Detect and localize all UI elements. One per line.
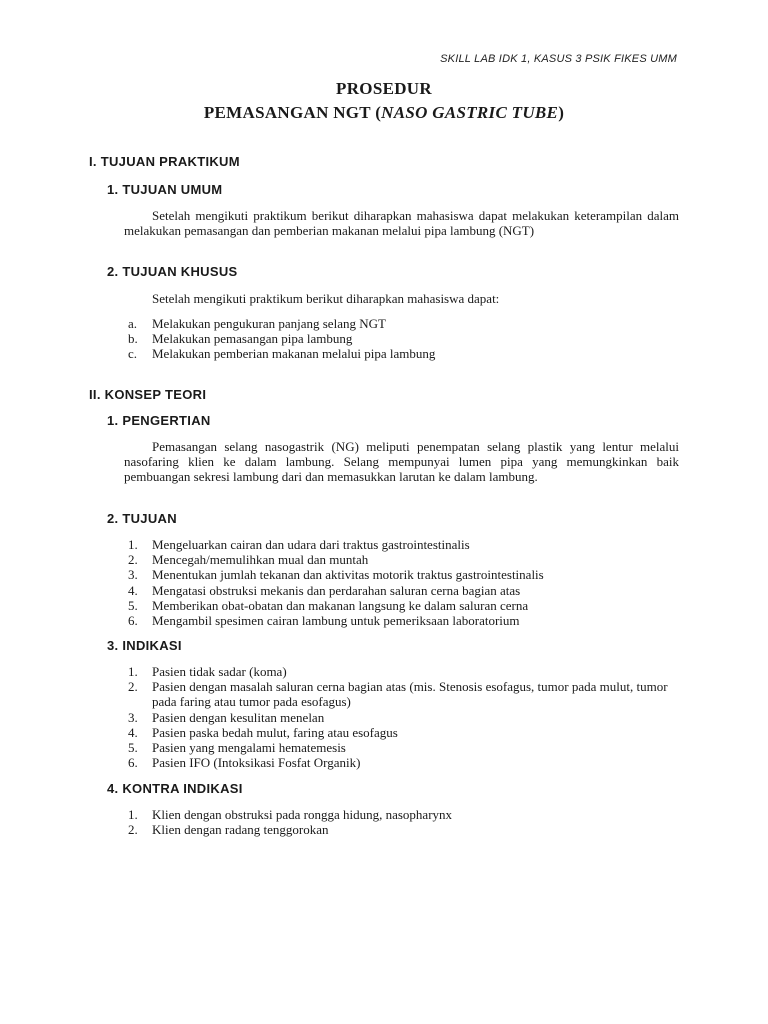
list-item-text: Pasien dengan masalah saluran cerna bagian atas (mis. Stenosis esofagus, tumor pada mulut, tumor pada faring atau tumor pada esofagus) xyxy=(152,679,668,710)
list-item xyxy=(124,807,684,822)
list-item xyxy=(124,710,684,725)
document-title: PROSEDUR xyxy=(336,79,432,98)
list-item xyxy=(124,613,684,628)
list-marker: 1. xyxy=(128,807,138,822)
header-note: SKILL LAB IDK 1, KASUS 3 PSIK FIKES UMM xyxy=(440,53,677,65)
list-item xyxy=(124,598,684,613)
list-marker: 4. xyxy=(128,724,138,740)
list-item-text: Mengambil spesimen cairan lambung untuk pemeriksaan laboratorium xyxy=(152,613,520,629)
list-item-text: Pasien tidak sadar (koma) xyxy=(152,664,287,679)
list-marker: c. xyxy=(128,346,138,362)
document-subtitle xyxy=(0,103,768,123)
list-marker: 5. xyxy=(128,597,138,613)
subheading-tujuan: 2. TUJUAN xyxy=(107,511,177,526)
list-item xyxy=(124,316,684,331)
list-item-text: Klien dengan obstruksi pada rongga hidung, nasopharynx xyxy=(152,807,453,822)
list-marker: 1. xyxy=(128,537,138,552)
list-marker: 6. xyxy=(128,613,138,629)
subheading-tujuan-umum: 1. TUJUAN UMUM xyxy=(107,182,223,197)
list-marker: a. xyxy=(128,316,138,331)
subheading-tujuan-khusus: 2. TUJUAN KHUSUS xyxy=(107,264,238,279)
list-item-text: Menentukan jumlah tekanan dan aktivitas motorik traktus gastrointestinalis xyxy=(152,567,544,583)
list-item-text: Pasien paska bedah mulut, faring atau esofagus xyxy=(152,724,398,740)
section-heading-konsep-teori: II. KONSEP TEORI xyxy=(89,387,207,402)
list-item xyxy=(124,537,684,552)
section-heading-tujuan-praktikum: I. TUJUAN PRAKTIKUM xyxy=(89,154,240,169)
list-item xyxy=(124,552,684,567)
list-item xyxy=(124,725,684,740)
list-item-text: Pasien yang mengalami hematemesis xyxy=(152,740,346,756)
subtitle-prefix: PEMASANGAN NGT ( xyxy=(203,103,382,122)
list-tujuan-khusus xyxy=(124,316,684,362)
list-marker: 4. xyxy=(128,582,138,598)
list-marker: b. xyxy=(128,331,138,347)
list-item xyxy=(124,331,684,346)
list-kontra-indikasi xyxy=(124,807,684,837)
subheading-indikasi: 3. INDIKASI xyxy=(107,638,182,653)
subheading-kontra-indikasi: 4. KONTRA INDIKASI xyxy=(107,781,243,796)
list-item xyxy=(124,583,684,598)
list-item xyxy=(124,755,684,770)
list-marker: 5. xyxy=(128,740,138,756)
list-item xyxy=(124,567,684,582)
list-item xyxy=(124,664,684,679)
list-item-text: Melakukan pengukuran panjang selang NGT xyxy=(152,316,386,331)
list-item-text: Mencegah/memulihkan mual dan muntah xyxy=(152,552,369,568)
list-item-text: Mengatasi obstruksi mekanis dan perdarahan saluran cerna bagian atas xyxy=(152,582,521,598)
list-item xyxy=(124,346,684,361)
list-item-text: Klien dengan radang tenggorokan xyxy=(152,822,329,838)
list-marker: 2. xyxy=(128,552,138,568)
paragraph-pengertian: Pemasangan selang nasogastrik (NG) meliputi penempatan selang plastik yang lentur melalui nasofaring klien ke dalam lambung. Selang mempunyai lumen pipa yang memungkinkan baik pembuangan sekresi lambung dari dan memasukkan larutan ke dalam lambung. xyxy=(124,439,679,484)
list-marker: 6. xyxy=(128,755,138,771)
list-item-text: Mengeluarkan cairan dan udara dari traktus gastrointestinalis xyxy=(152,537,470,552)
list-marker: 1. xyxy=(128,664,138,679)
list-item xyxy=(124,679,684,709)
list-marker: 2. xyxy=(128,822,138,838)
list-item xyxy=(124,822,684,837)
list-item-text: Pasien dengan kesulitan menelan xyxy=(152,709,325,725)
list-item xyxy=(124,740,684,755)
list-item-text: Pasien IFO (Intoksikasi Fosfat Organik) xyxy=(152,755,361,771)
subheading-pengertian: 1. PENGERTIAN xyxy=(107,413,211,428)
list-indikasi xyxy=(124,664,684,770)
paragraph-tujuan-umum: Setelah mengikuti praktikum berikut diharapkan mahasiswa dapat melakukan keterampilan dalam melakukan pemasangan dan pemberian makanan melalui pipa lambung (NGT) xyxy=(124,208,679,238)
subtitle-italic: NASO GASTRIC TUBE xyxy=(381,103,559,122)
subtitle-suffix: ) xyxy=(558,103,565,122)
intro-tujuan-khusus: Setelah mengikuti praktikum berikut diharapkan mahasiswa dapat: xyxy=(152,291,500,306)
list-tujuan xyxy=(124,537,684,628)
list-marker: 3. xyxy=(128,567,138,583)
list-marker: 3. xyxy=(128,709,138,725)
list-marker: 2. xyxy=(128,679,138,695)
list-item-text: Melakukan pemasangan pipa lambung xyxy=(152,331,353,347)
list-item-text: Melakukan pemberian makanan melalui pipa lambung xyxy=(152,346,436,362)
list-item-text: Memberikan obat-obatan dan makanan langsung ke dalam saluran cerna xyxy=(152,597,529,613)
